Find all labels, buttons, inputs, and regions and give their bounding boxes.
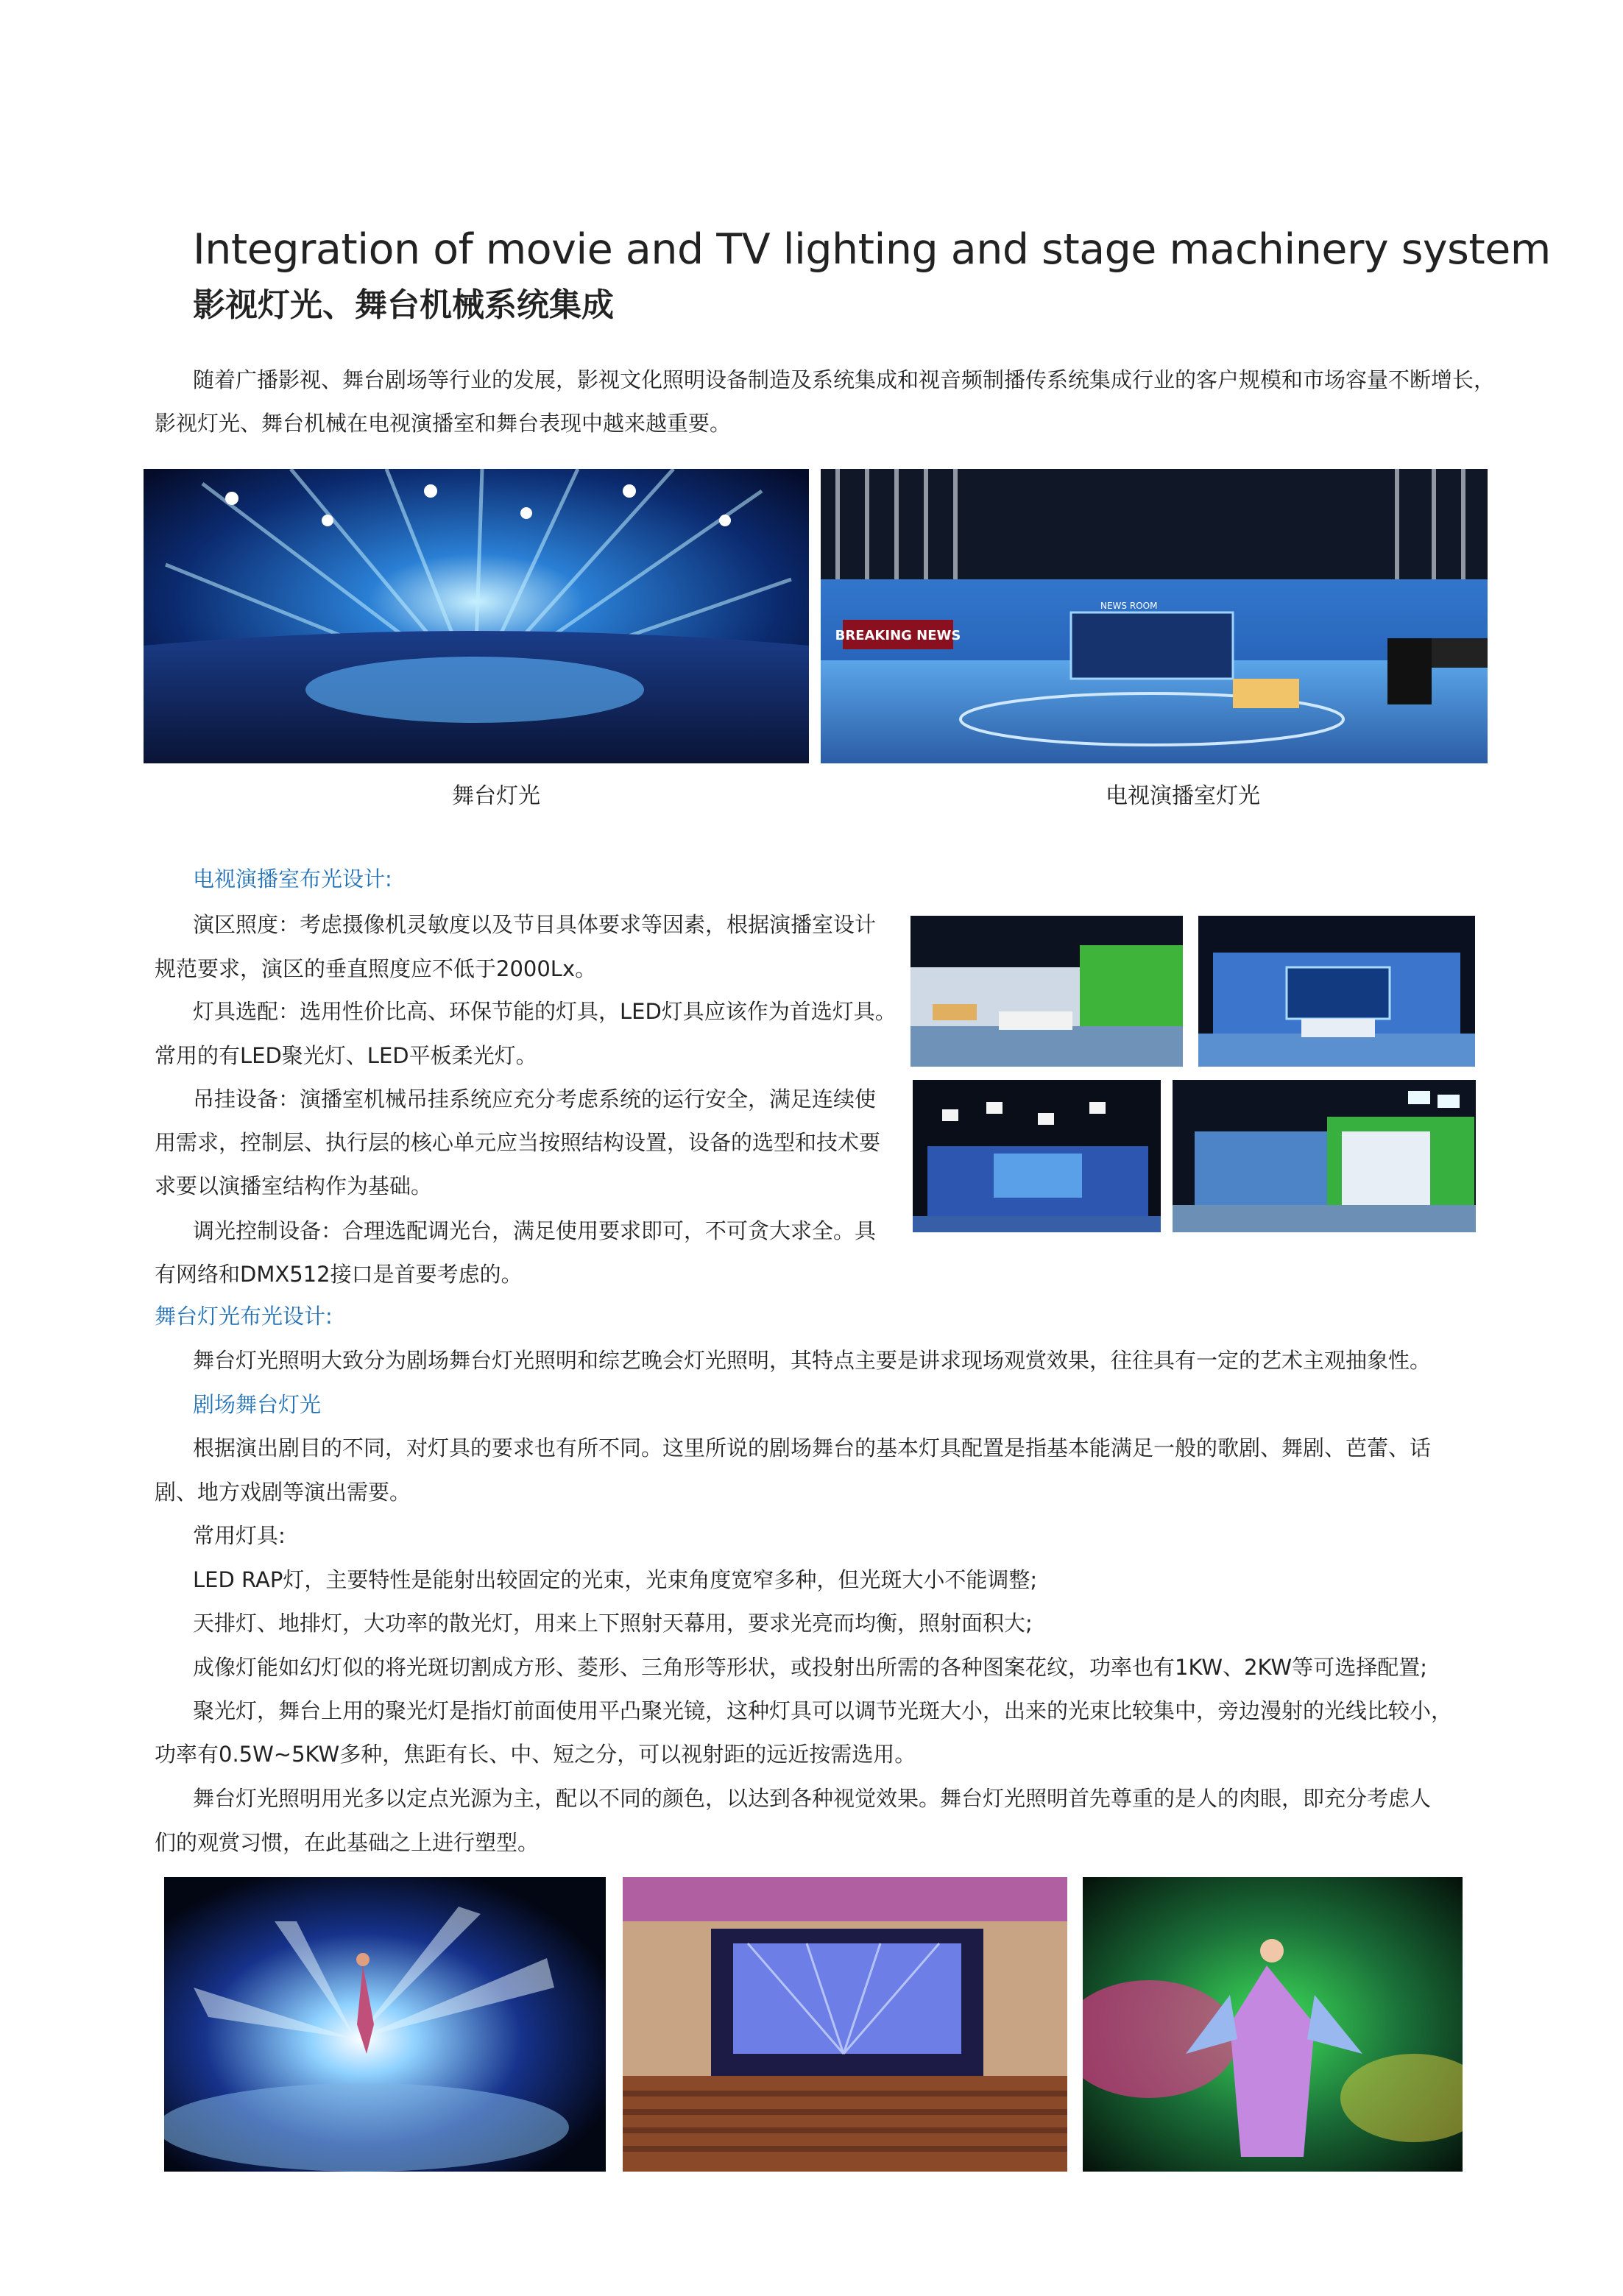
studio-photo-1 <box>910 916 1183 1067</box>
stage-line-5: 天排灯、地排灯，大功率的散光灯，用来上下照射天幕用，要求光亮而均衡，照射面积大; <box>193 1611 1033 1636</box>
newsroom-sign: NEWS ROOM <box>1100 601 1158 611</box>
studio-line-5: 吊挂设备：演播室机械吊挂系统应充分考虑系统的运行安全，满足连续使 <box>193 1087 877 1112</box>
studio-design-heading: 电视演播室布光设计: <box>193 866 392 891</box>
studio-line-8: 调光控制设备：合理选配调光台，满足使用要求即可，不可贪大求全。具 <box>193 1218 877 1243</box>
stage-line-7: 聚光灯，舞台上用的聚光灯是指灯前面使用平凸聚光镜，这种灯具可以调节光斑大小，出来的光束比较集中，旁边漫射的光线比较小， <box>193 1698 1453 1723</box>
stage-design-heading: 舞台灯光布光设计: <box>155 1304 333 1329</box>
intro-line-1: 随着广播影视、舞台剧场等行业的发展，影视文化照明设备制造及系统集成和视音频制播传系统集成行业的客户规模和市场容量不断增长， <box>193 367 1496 392</box>
tv-studio-lighting-photo <box>821 469 1488 763</box>
stage-line-1: 根据演出剧目的不同，对灯具的要求也有所不同。这里所说的剧场舞台的基本灯具配置是指基本能满足一般的歌剧、舞剧、芭蕾、话 <box>193 1435 1432 1460</box>
colorful-stage-performer-photo <box>1083 1877 1463 2172</box>
studio-line-3: 灯具选配：选用性价比高、环保节能的灯具，LED灯具应该作为首选灯具。 <box>193 999 897 1024</box>
theater-stage-photo <box>623 1877 1067 2172</box>
studio-photo-3 <box>913 1080 1161 1232</box>
caption-stage-lighting: 舞台灯光 <box>452 783 540 809</box>
studio-line-1: 演区照度：考虑摄像机灵敏度以及节目具体要求等因素，根据演播室设计 <box>193 912 877 937</box>
studio-line-7: 求要以演播室结构作为基础。 <box>155 1173 433 1198</box>
stage-line-6: 成像灯能如幻灯似的将光斑切割成方形、菱形、三角形等形状，或投射出所需的各种图案花纹，功率也有1KW、2KW等可选择配置; <box>193 1655 1427 1680</box>
stage-dancer-photo <box>164 1877 606 2172</box>
studio-line-6: 用需求，控制层、执行层的核心单元应当按照结构设置，设备的选型和技术要 <box>155 1130 881 1155</box>
studio-photo-4 <box>1173 1080 1476 1232</box>
studio-photo-2 <box>1198 916 1475 1067</box>
stage-line-3: 常用灯具: <box>193 1523 286 1548</box>
stage-line-9: 舞台灯光照明用光多以定点光源为主，配以不同的颜色，以达到各种视觉效果。舞台灯光照明首先尊重的是人的肉眼，即充分考虑人 <box>193 1786 1432 1811</box>
studio-line-2: 规范要求，演区的垂直照度应不低于2000Lx。 <box>155 956 597 981</box>
page-title-zh: 影视灯光、舞台机械系统集成 <box>193 286 614 324</box>
stage-lighting-photo <box>144 469 809 763</box>
stage-line-intro: 舞台灯光照明大致分为剧场舞台灯光照明和综艺晚会灯光照明，其特点主要是讲求现场观赏效果，往往具有一定的艺术主观抽象性。 <box>193 1348 1432 1373</box>
caption-studio-lighting: 电视演播室灯光 <box>1106 783 1260 809</box>
page-title-en: Integration of movie and TV lighting and stage machinery system <box>193 225 1551 274</box>
stage-line-8: 功率有0.5W~5KW多种，焦距有长、中、短之分，可以视射距的远近按需选用。 <box>155 1742 916 1767</box>
stage-line-4: LED RAP灯，主要特性是能射出较固定的光束，光束角度宽窄多种，但光斑大小不能调整; <box>193 1567 1038 1592</box>
studio-line-9: 有网络和DMX512接口是首要考虑的。 <box>155 1262 523 1287</box>
stage-line-2: 剧、地方戏剧等演出需要。 <box>155 1480 411 1505</box>
theater-stage-lighting-heading: 剧场舞台灯光 <box>193 1392 322 1417</box>
intro-line-2: 影视灯光、舞台机械在电视演播室和舞台表现中越来越重要。 <box>155 411 732 436</box>
stage-line-10: 们的观赏习惯，在此基础之上进行塑型。 <box>155 1830 540 1855</box>
breaking-news-sign: BREAKING NEWS <box>835 628 961 643</box>
studio-line-4: 常用的有LED聚光灯、LED平板柔光灯。 <box>155 1043 537 1068</box>
